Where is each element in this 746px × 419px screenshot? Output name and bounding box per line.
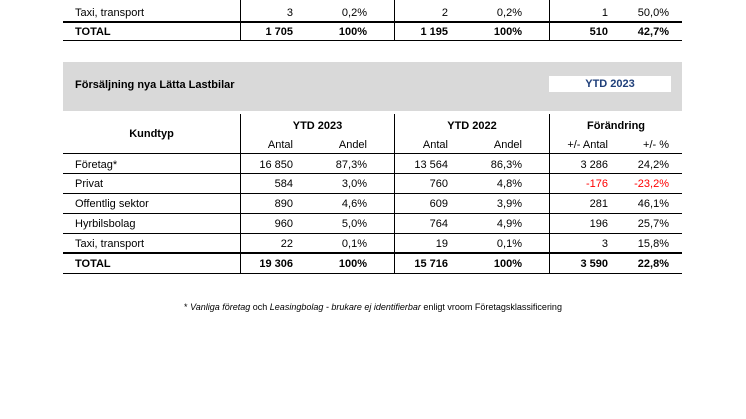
top-row-kundtyp: Taxi, transport [75, 7, 145, 19]
footnote-text-1: och [250, 302, 270, 312]
top-row-diff-antal: 1 [601, 7, 608, 19]
sub-header-diff-antal: +/- Antal [567, 139, 608, 151]
top-vline-3 [549, 0, 550, 41]
row-antal-2023: 584 [274, 178, 293, 190]
total-divider [63, 252, 682, 254]
footnote [0, 302, 746, 313]
row-kundtyp: Offentlig sektor [75, 198, 149, 210]
total-diff-pct: 22,8% [637, 258, 669, 270]
row-antal-2022: 19 [435, 238, 448, 250]
sub-header-andel-2023: Andel [338, 139, 367, 151]
top-row-antal-2023: 3 [286, 7, 293, 19]
period-badge: YTD 2023 [549, 76, 671, 92]
top-row-andel-2022: 0,2% [496, 7, 522, 19]
top-row-diff-pct: 50,0% [637, 7, 669, 19]
top-total-diff-pct: 42,7% [637, 26, 669, 38]
row-diff-pct: 25,7% [637, 218, 669, 230]
total-antal-2023: 19 306 [259, 258, 293, 270]
total-antal-2022: 15 716 [414, 258, 448, 270]
sub-header-antal-2023: Antal [267, 139, 293, 151]
row-antal-2023: 890 [274, 198, 293, 210]
row-andel-2023: 0,1% [341, 238, 367, 250]
vline-1 [240, 114, 241, 274]
total-diff-antal: 3 590 [580, 258, 608, 270]
row-kundtyp: Taxi, transport [75, 238, 145, 250]
row-diff-antal: 3 286 [580, 159, 608, 171]
row-kundtyp: Hyrbilsbolag [75, 218, 136, 230]
total-andel-2023: 100% [338, 258, 367, 270]
top-row-andel-2023: 0,2% [341, 7, 367, 19]
row-andel-2022: 4,8% [496, 178, 522, 190]
row-divider [63, 213, 682, 214]
group-header-2023: YTD 2023 [292, 120, 343, 132]
row-antal-2022: 764 [429, 218, 448, 230]
sub-header-antal-2022: Antal [422, 139, 448, 151]
top-total-antal-2022: 1 195 [420, 26, 448, 38]
row-kundtyp: Privat [75, 178, 104, 190]
row-diff-antal-negative: -176 [585, 178, 608, 190]
section-title: Försäljning nya Lätta Lastbilar [75, 79, 235, 91]
vline-2 [394, 114, 395, 274]
group-header-change: Förändring [586, 120, 646, 132]
row-diff-antal: 3 [601, 238, 608, 250]
sub-header-andel-2022: Andel [493, 139, 522, 151]
row-antal-2023: 960 [274, 218, 293, 230]
row-andel-2023: 4,6% [341, 198, 367, 210]
row-andel-2023: 87,3% [335, 159, 367, 171]
footnote-text-2: enligt vroom Företagsklassificering [420, 302, 562, 312]
sub-header-diff-pct: +/- % [643, 139, 669, 151]
row-andel-2023: 3,0% [341, 178, 367, 190]
footnote-italic-1: Vanliga företag [190, 302, 251, 312]
row-andel-2023: 5,0% [341, 218, 367, 230]
row-andel-2022: 4,9% [496, 218, 522, 230]
top-total-divider [63, 21, 682, 23]
row-diff-antal: 196 [589, 218, 608, 230]
top-vline-2 [394, 0, 395, 41]
row-divider [63, 173, 682, 174]
row-diff-pct: 46,1% [637, 198, 669, 210]
row-antal-2022: 13 564 [414, 159, 448, 171]
top-total-label: TOTAL [75, 26, 111, 38]
top-vline-1 [240, 0, 241, 41]
col-kundtyp-header: Kundtyp [129, 128, 174, 140]
footnote-italic-2: Leasingbolag - brukare ej identifierbar [269, 302, 421, 312]
row-diff-pct-negative: -23,2% [634, 178, 669, 190]
row-andel-2022: 0,1% [496, 238, 522, 250]
row-antal-2023: 16 850 [259, 159, 293, 171]
row-kundtyp: Företag* [75, 159, 118, 171]
row-andel-2022: 3,9% [496, 198, 522, 210]
row-diff-pct: 24,2% [637, 159, 669, 171]
row-antal-2022: 760 [429, 178, 448, 190]
top-total-andel-2022: 100% [493, 26, 522, 38]
footnote-star: * [184, 302, 191, 312]
row-antal-2022: 609 [429, 198, 448, 210]
total-label: TOTAL [75, 258, 111, 270]
top-total-underline [63, 40, 682, 41]
top-total-andel-2023: 100% [338, 26, 367, 38]
top-total-antal-2023: 1 705 [265, 26, 293, 38]
group-header-2022: YTD 2022 [447, 120, 497, 132]
row-diff-pct: 15,8% [637, 238, 669, 250]
row-diff-antal: 281 [589, 198, 608, 210]
top-total-diff-antal: 510 [589, 26, 608, 38]
total-andel-2022: 100% [493, 258, 522, 270]
row-andel-2022: 86,3% [490, 159, 522, 171]
top-row-antal-2022: 2 [441, 7, 448, 19]
total-underline [63, 273, 682, 274]
vline-3 [549, 114, 550, 274]
row-divider [63, 193, 682, 194]
row-divider [63, 233, 682, 234]
header-divider [63, 153, 682, 154]
row-antal-2023: 22 [280, 238, 293, 250]
